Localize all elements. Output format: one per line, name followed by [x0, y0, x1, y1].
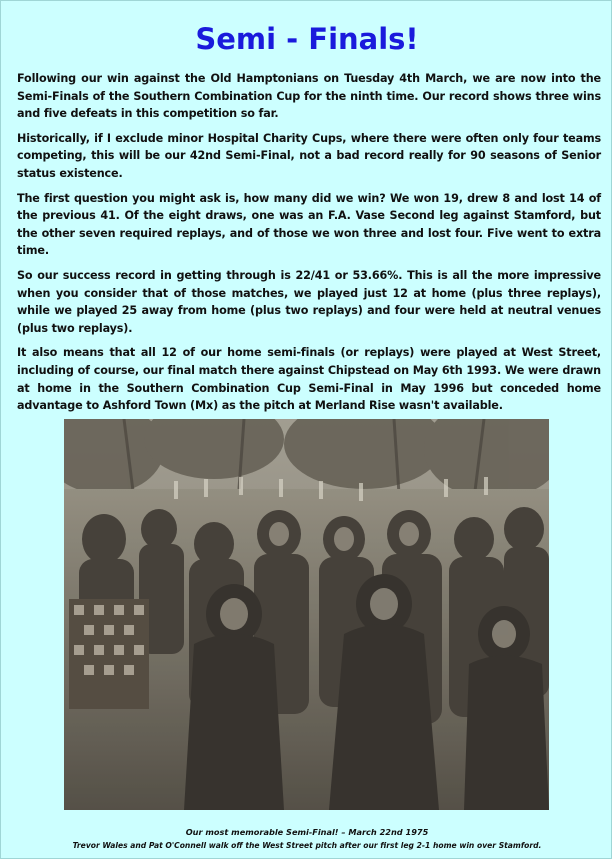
- paragraph-5: It also means that all 12 of our home semi-finals (or replays) were played at West Street, including of course, our final match there against Chipstead on May 6th 1993. We were drawn at home in the Southern Combination Cup Semi-Final in May 1996 but conceded home advantage to Ashford Town (Mx) as the pitch at Merland Rise wasn't available.: [17, 346, 601, 413]
- paragraph-2: Historically, if I exclude minor Hospital Charity Cups, where there were often only four teams competing, this will be our 42nd Semi-Final, not a bad record really for 90 seasons of Senior status existence.: [17, 131, 601, 180]
- article-body: [17, 70, 601, 422]
- crowd-photo: [64, 419, 549, 810]
- photo-caption: [1, 825, 612, 853]
- paragraph-3: The first question you might ask is, how many did we win? We won 19, drew 8 and lost 14 of the previous 41. Of the eight draws, one was an F.A. Vase Second leg against Stamford, but the other seven required replays, and of those we won three and lost four. Five went to extra time.: [17, 191, 601, 258]
- caption-line-1: Our most memorable Semi-Final! – March 22nd 1975: [185, 827, 429, 837]
- paragraph-4: So our success record in getting through is 22/41 or 53.66%. This is all the more impressive when you consider that of those matches, we played just 12 at home (plus three replays), while we played 25 away from home (plus two replays) and four were held at neutral venues (plus two replays).: [17, 268, 601, 335]
- crowd-photo-icon: [64, 419, 549, 810]
- page-title: Semi - Finals!: [195, 22, 419, 56]
- caption-line-2: Trevor Wales and Pat O'Connell walk off the West Street pitch after our first leg 2-1 home win over Stamford.: [72, 841, 542, 850]
- paragraph-1: Following our win against the Old Hamptonians on Tuesday 4th March, we are now into the Semi-Finals of the Southern Combination Cup for the ninth time. Our record shows three wins and five defeats in this competition so far.: [17, 72, 601, 121]
